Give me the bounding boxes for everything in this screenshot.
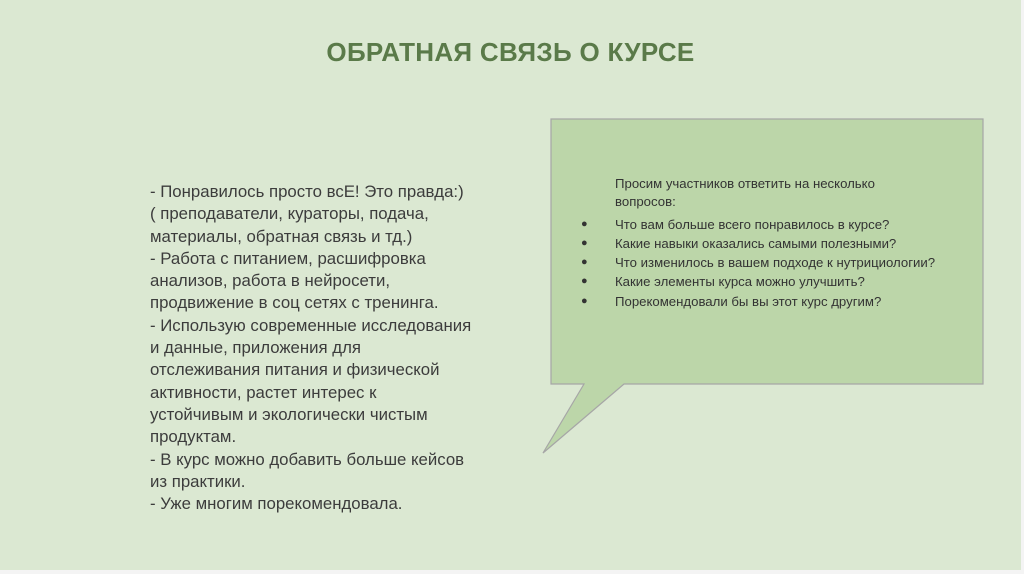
- feedback-line: активности, растет интерес к: [150, 382, 377, 402]
- feedback-line: - Работа с питанием, расшифровка: [150, 248, 426, 268]
- question-text: Какие навыки оказались самыми полезными?: [615, 235, 897, 251]
- bullet-icon: ●: [581, 217, 588, 230]
- feedback-line: продвижение в соц сетях с тренинга.: [150, 293, 439, 313]
- question-text: Какие элементы курса можно улучшить?: [615, 274, 865, 290]
- slide-title: ОБРАТНАЯ СВЯЗЬ О КУРСЕ: [326, 37, 695, 67]
- bullet-icon: ●: [581, 294, 588, 307]
- feedback-line: продуктам.: [150, 427, 237, 447]
- feedback-line: из практики.: [150, 471, 246, 491]
- bullet-icon: ●: [581, 256, 588, 269]
- bullet-icon: ●: [581, 236, 588, 249]
- bubble-intro: [578, 175, 968, 211]
- feedback-line: и данные, приложения для: [150, 338, 361, 358]
- question-item: [578, 293, 968, 311]
- feedback-line: анализов, работа в нейросети,: [150, 271, 391, 291]
- question-item: [578, 235, 968, 253]
- bullet-icon: ●: [581, 275, 588, 288]
- feedback-line: - Понравилось просто всЕ! Это правда:): [150, 182, 464, 201]
- feedback-line: материалы, обратная связь и тд.): [150, 226, 413, 246]
- question-list: [578, 216, 968, 311]
- question-item: [578, 254, 968, 272]
- bubble-intro-line: Просим участников ответить на несколько: [615, 176, 875, 191]
- feedback-line: ( преподаватели, кураторы, подача,: [150, 204, 429, 224]
- question-text: Порекомендовали бы вы этот курс другим?: [615, 293, 882, 309]
- bubble-intro-line: вопросов:: [615, 193, 676, 209]
- question-text: Что изменилось в вашем подходе к нутрициологии?: [615, 255, 936, 271]
- feedback-line: устойчивым и экологически чистым: [150, 404, 428, 424]
- feedback-line: - Уже многим порекомендовала.: [150, 494, 403, 514]
- feedback-line: - Использую современные исследования: [150, 315, 472, 335]
- speech-bubble-content: [578, 175, 968, 312]
- feedback-line: отслеживания питания и физической: [150, 360, 440, 380]
- question-text: Что вам больше всего понравилось в курсе?: [615, 216, 890, 232]
- feedback-line: - В курс можно добавить больше кейсов: [150, 449, 465, 469]
- question-item: [578, 216, 968, 234]
- question-item: [578, 273, 968, 291]
